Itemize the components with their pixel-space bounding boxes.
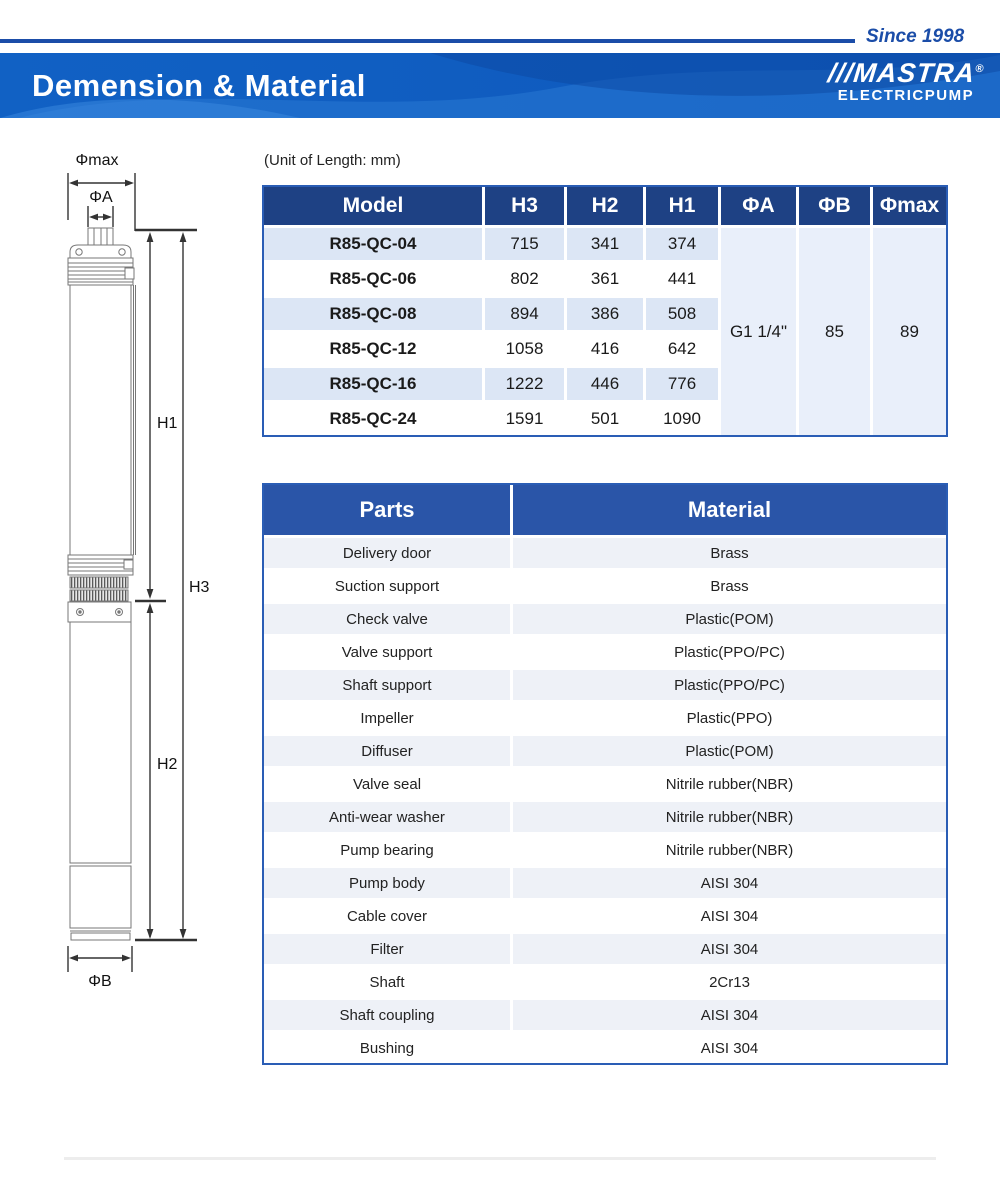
- cell-model: R85-QC-24: [264, 403, 482, 435]
- since-text: Since 1998: [866, 26, 965, 47]
- cell-part: Valve support: [264, 637, 510, 667]
- col-header-phi-max: Φmax: [873, 187, 946, 225]
- cell-material: Nitrile rubber(NBR): [513, 835, 946, 865]
- brand-logo: [828, 60, 984, 104]
- cell-part: Filter: [264, 934, 510, 964]
- col-header-material: Material: [513, 485, 946, 535]
- cell-part: Cable cover: [264, 901, 510, 931]
- cell-part: Pump bearing: [264, 835, 510, 865]
- logo-slashes-icon: ///: [826, 58, 856, 88]
- col-header-h1: H1: [646, 187, 718, 225]
- title-banner: [0, 53, 1000, 118]
- h3-label: H3: [189, 579, 210, 596]
- h1-label: H1: [157, 415, 178, 432]
- page-title: Demension & Material: [32, 67, 366, 103]
- cell-h3: 1591: [485, 403, 564, 435]
- cell-h2: 501: [567, 403, 643, 435]
- cell-h1: 642: [646, 333, 718, 365]
- cell-h3: 1058: [485, 333, 564, 365]
- cell-h3: 802: [485, 263, 564, 295]
- h2-label: H2: [157, 756, 178, 773]
- col-header-phi-a: ΦA: [721, 187, 796, 225]
- dimension-table: [262, 185, 948, 437]
- cell-part: Valve seal: [264, 769, 510, 799]
- cell-material: AISI 304: [513, 901, 946, 931]
- cell-model: R85-QC-12: [264, 333, 482, 365]
- cell-h1: 441: [646, 263, 718, 295]
- cell-h1: 374: [646, 228, 718, 260]
- cell-part: Bushing: [264, 1033, 510, 1063]
- footer-divider: [64, 1157, 936, 1160]
- cell-h2: 416: [567, 333, 643, 365]
- cell-material: AISI 304: [513, 934, 946, 964]
- col-header-phi-b: ΦB: [799, 187, 870, 225]
- merged-cell-phi-b: 85: [799, 228, 870, 435]
- phi-b-label: ΦB: [88, 973, 112, 990]
- cell-part: Shaft support: [264, 670, 510, 700]
- registered-mark-icon: ®: [974, 63, 986, 75]
- cell-material: AISI 304: [513, 1033, 946, 1063]
- cell-material: 2Cr13: [513, 967, 946, 997]
- pump-dimension-drawing: [20, 140, 260, 1020]
- cell-material: Brass: [513, 571, 946, 601]
- cell-material: AISI 304: [513, 868, 946, 898]
- cell-h1: 776: [646, 368, 718, 400]
- cell-h3: 1222: [485, 368, 564, 400]
- cell-model: R85-QC-06: [264, 263, 482, 295]
- cell-part: Diffuser: [264, 736, 510, 766]
- cell-material: Plastic(PPO/PC): [513, 670, 946, 700]
- col-header-h3: H3: [485, 187, 564, 225]
- col-header-model: Model: [264, 187, 482, 225]
- cell-material: Brass: [513, 538, 946, 568]
- cell-part: Pump body: [264, 868, 510, 898]
- phi-max-label: Φmax: [75, 152, 119, 169]
- cell-model: R85-QC-04: [264, 228, 482, 260]
- cell-h2: 386: [567, 298, 643, 330]
- cell-material: Plastic(PPO/PC): [513, 637, 946, 667]
- cell-material: Nitrile rubber(NBR): [513, 802, 946, 832]
- cell-h1: 1090: [646, 403, 718, 435]
- cell-h2: 361: [567, 263, 643, 295]
- cell-material: Plastic(PPO): [513, 703, 946, 733]
- cell-model: R85-QC-08: [264, 298, 482, 330]
- brand-subtitle: ELECTRICPUMP: [837, 87, 975, 104]
- cell-h3: 715: [485, 228, 564, 260]
- pump-outline: [68, 228, 136, 940]
- cell-part: Anti-wear washer: [264, 802, 510, 832]
- cell-h1: 508: [646, 298, 718, 330]
- parts-material-table: [262, 483, 948, 1065]
- cell-material: Nitrile rubber(NBR): [513, 769, 946, 799]
- merged-cell-phi-max: 89: [873, 228, 946, 435]
- cell-part: Shaft: [264, 967, 510, 997]
- cell-part: Impeller: [264, 703, 510, 733]
- cell-part: Delivery door: [264, 538, 510, 568]
- top-rule: [0, 39, 855, 43]
- cell-material: Plastic(POM): [513, 736, 946, 766]
- cell-h2: 341: [567, 228, 643, 260]
- phi-a-label: ΦA: [89, 189, 113, 206]
- cell-h2: 446: [567, 368, 643, 400]
- col-header-h2: H2: [567, 187, 643, 225]
- merged-cell-phi-a: G1 1/4": [721, 228, 796, 435]
- cell-part: Shaft coupling: [264, 1000, 510, 1030]
- col-header-parts: Parts: [264, 485, 510, 535]
- cell-part: Check valve: [264, 604, 510, 634]
- brand-name: MASTRA: [851, 58, 977, 88]
- cell-h3: 894: [485, 298, 564, 330]
- cell-material: Plastic(POM): [513, 604, 946, 634]
- brand-wordmark: [826, 60, 985, 87]
- unit-note: (Unit of Length: mm): [264, 152, 401, 169]
- cell-part: Suction support: [264, 571, 510, 601]
- cell-material: AISI 304: [513, 1000, 946, 1030]
- cell-model: R85-QC-16: [264, 368, 482, 400]
